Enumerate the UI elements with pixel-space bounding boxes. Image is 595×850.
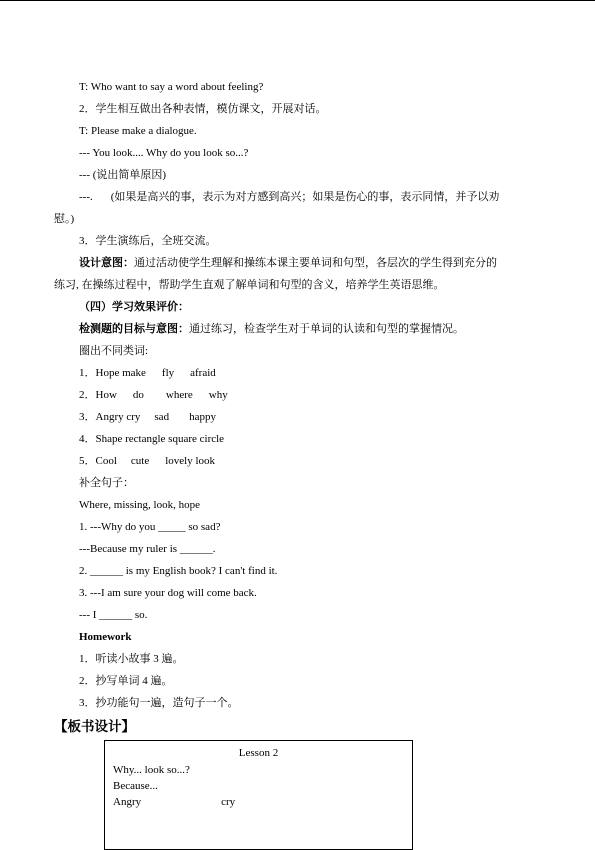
word: why <box>208 389 228 401</box>
text-line: --- I ______ so. <box>79 609 148 621</box>
test-intent-line <box>79 322 464 336</box>
word: happy <box>189 411 216 423</box>
homework-item: 3．抄功能句一遍，造句子一个。 <box>79 697 239 709</box>
word: sad <box>154 411 170 423</box>
word: afraid <box>190 367 216 379</box>
homework-title: Homework <box>79 631 132 643</box>
board-word: cry <box>221 796 236 808</box>
word: 5．Cool <box>79 455 117 467</box>
text-line: 2. ______ is my English book? I can't find it. <box>79 565 278 577</box>
text-line: 3. ---I am sure your dog will come back. <box>79 587 257 599</box>
homework-item: 2．抄写单词 4 遍。 <box>79 675 173 687</box>
board-design-box <box>104 740 413 850</box>
text-line: 练习, 在操练过程中，帮助学生直观了解单词和句型的含义，培养学生英语思维。 <box>54 279 445 291</box>
exercise-item <box>79 388 228 402</box>
word: 2．How <box>79 389 117 401</box>
word: where <box>165 389 193 401</box>
design-intent-line <box>79 256 497 270</box>
text-line: ---Because my ruler is ______. <box>79 543 216 555</box>
test-intent-label: 检测题的目标与意图： <box>79 323 189 335</box>
exercise-item <box>79 410 216 424</box>
text-line: 3．学生演练后，全班交流。 <box>79 235 217 247</box>
text-line: 2．学生相互做出各种表情，模仿课文，开展对话。 <box>79 103 327 115</box>
exercise-item <box>79 454 215 468</box>
design-intent-label: 设计意图： <box>79 257 134 269</box>
word: cute <box>130 455 150 467</box>
word: lovely look <box>165 455 216 467</box>
test-intent-text: 通过练习，检查学生对于单词的认读和句型的掌握情况。 <box>189 323 464 335</box>
word: 3．Angry cry <box>79 411 141 423</box>
text-line: T: Who want to say a word about feeling? <box>79 81 264 93</box>
text-line: T: Please make a dialogue. <box>79 125 197 137</box>
text-line: --- You look.... Why do you look so...? <box>79 147 249 159</box>
text-line: 1. ---Why do you _____ so sad? <box>79 521 221 533</box>
word: fly <box>161 367 175 379</box>
exercise-item: 4．Shape rectangle square circle <box>79 433 225 445</box>
board-line: Why... look so...? <box>113 764 190 776</box>
text-segment: ---. <box>79 191 93 203</box>
text-line: 补全句子： <box>79 477 134 489</box>
board-word: Angry <box>113 796 142 808</box>
board-title: Lesson 2 <box>238 747 279 759</box>
board-line <box>113 795 235 809</box>
page-top-rule <box>0 0 595 1</box>
text-line <box>79 190 499 204</box>
text-segment: (如果是高兴的事，表示为对方感到高兴；如果是伤心的事，表示同情，并予以劝 <box>110 191 500 203</box>
text-line: 圈出不同类词: <box>79 345 149 357</box>
text-line: --- (说出简单原因) <box>79 169 167 181</box>
exercise-item <box>79 366 216 380</box>
text-line: 慰。) <box>54 213 75 225</box>
section-subheading: （四）学习效果评价： <box>79 301 189 313</box>
board-line: Because... <box>113 780 158 792</box>
homework-item: 1．听读小故事 3 遍。 <box>79 653 184 665</box>
text-line: Where, missing, look, hope <box>79 499 200 511</box>
design-intent-text: 通过活动使学生理解和操练本课主要单词和句型，各层次的学生得到充分的 <box>134 257 497 269</box>
word: 1．Hope make <box>79 367 146 379</box>
board-design-heading: 【板书设计】 <box>54 719 135 734</box>
word: do <box>132 389 144 401</box>
